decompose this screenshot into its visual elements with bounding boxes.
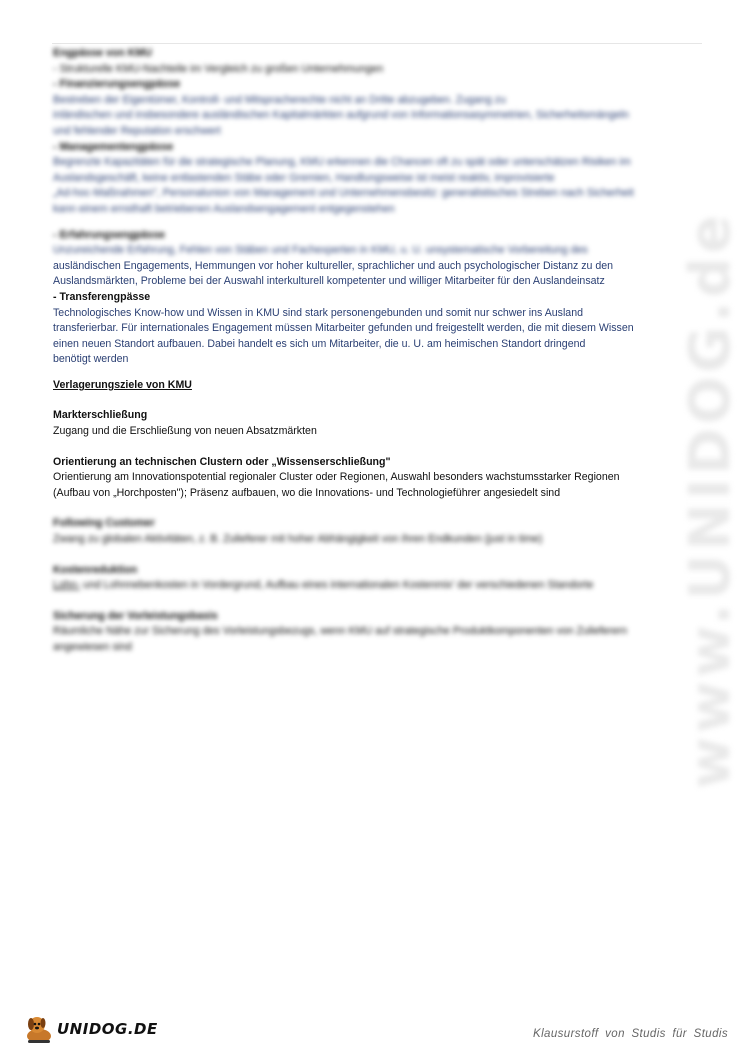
heading-management: - Managementengpässe — [53, 140, 174, 153]
engpaesse-intro: - Strukturelle KMU-Nachteile im Vergleich zu großen Unternehmungen — [53, 62, 384, 75]
erfahrung-line-3: Auslandsmärkten, Probleme bei der Auswahl interkulturell kompetenter und williger Mitarbeiter für den Auslandeinsatz — [53, 275, 605, 288]
erfahrung-line-2: ausländischen Engagements, Hemmungen vor hoher kultureller, sprachlicher und auch psychologischer Distanz zu den — [53, 259, 614, 272]
heading-vorleistungsbasis: Sicherung der Vorleistungsbasis — [53, 609, 218, 622]
footer-tagline: Klausurstoff von Studis für Studis — [533, 1028, 728, 1040]
management-line-4: kann einem ernsthaft betriebenen Auslandsengagement entgegenstehen — [53, 202, 395, 215]
transfer-line-1: Technologisches Know-how und Wissen in KMU sind stark personengebunden und somit nur schwer ins Ausland — [53, 306, 583, 319]
following-customer-text: Zwang zu globalen Aktivitäten, z. B. Zulieferer mit hoher Abhängigkeit von ihren Endkunden (just in time) — [53, 533, 543, 546]
watermark-text: www.UNIDOG.de — [677, 211, 743, 789]
heading-following-customer: Following Customer — [53, 517, 155, 530]
blurred-section-engpaesse — [53, 46, 703, 259]
vorleistungsbasis-line-1: Räumliche Nähe zur Sicherung des Vorleistungsbezugs, wenn KMU auf strategische Produktkomponenten von Zulieferern — [53, 625, 628, 638]
finanzierung-line-1: Bestreben der Eigentümer, Kontroll- und Mitspracherechte nicht an Dritte abzugeben. Zugang zu — [53, 93, 506, 106]
cluster-line-2: (Aufbau von „Horchposten"); Präsenz aufbauen, wo die Innovations- und Technologieführer angesiedelt sind — [53, 486, 561, 499]
management-line-2: Auslandsgeschäft, keine entlastenden Stäbe oder Gremien, Handlungsweise ist meist reaktiv, improvisierte — [53, 171, 555, 184]
finanzierung-line-3: und fehlender Reputation erschwert — [53, 124, 221, 137]
transfer-line-3: einen neuen Standort aufbauen. Dabei handelt es sich um Mitarbeiter, die u. U. am heimischen Standort dringend — [53, 337, 586, 350]
heading-kostenreduktion: Kostenreduktion — [53, 563, 138, 576]
heading-erfahrung: - Erfahrungsengpässe — [53, 228, 165, 241]
finanzierung-line-2: inländischen und insbesondere ausländischen Kapitalmärkten aufgrund von Informationsasymmetrien, Sicherheitsmängeln — [53, 109, 629, 122]
header-rule — [52, 43, 702, 44]
blurred-section-tail — [53, 516, 703, 655]
transfer-line-2: transferierbar. Für internationales Engagement müssen Mitarbeiter gefunden und freigestellt werden, die mit diesem Wissen — [53, 322, 634, 335]
transfer-line-4: benötigt werden — [53, 353, 129, 366]
unidog-logo[interactable] — [22, 1012, 158, 1046]
erfahrung-line-1: Unzureichende Erfahrung, Fehlen von Stäben und Fachexperten in KMU, u. U. unsystematische Vorbereitung des — [53, 244, 588, 257]
section-title-engpaesse: Engpässe von KMU — [53, 47, 152, 59]
document-body — [53, 46, 703, 656]
heading-markterschliessung: Markterschließung — [53, 409, 148, 422]
kostenreduktion-rest: und Lohnnebenkosten in Vordergrund, Aufbau eines internationalen Kostenmix' der verschiedenen Standorte — [80, 579, 594, 592]
cluster-line-1: Orientierung am Innovationspotential regionaler Cluster oder Regionen, Auswahl besonders wachstumsstarker Regionen — [53, 471, 620, 484]
page-footer — [0, 1010, 750, 1060]
logo-text: UNIDOG.DE — [57, 1020, 158, 1038]
dog-mascot-icon — [22, 1012, 56, 1046]
kostenreduktion-text — [53, 578, 703, 594]
management-line-1: Begrenzte Kapazitäten für die strategische Planung, KMU erkennen die Chancen oft zu spät oder unterschätzen Risiken im — [53, 156, 631, 169]
kostenreduktion-lead: Lohn- — [53, 579, 81, 592]
vorleistungsbasis-line-2: angewiesen sind — [53, 641, 132, 653]
markterschliessung-text: Zugang und die Erschließung von neuen Absatzmärkten — [53, 425, 317, 438]
heading-transfer: - Transferengpässe — [53, 290, 151, 303]
heading-cluster: Orientierung an technischen Clustern oder „Wissenserschließung" — [53, 455, 391, 468]
heading-finanzierung: - Finanzierungsengpässe — [53, 78, 181, 91]
section-title-verlagerungsziele: Verlagerungsziele von KMU — [53, 378, 192, 391]
management-line-3: „Ad-hoc-Maßnahmen", Personalunion von Management und Unternehmensbesitz: generalistisches Streben nach Sicherheit — [53, 187, 634, 200]
